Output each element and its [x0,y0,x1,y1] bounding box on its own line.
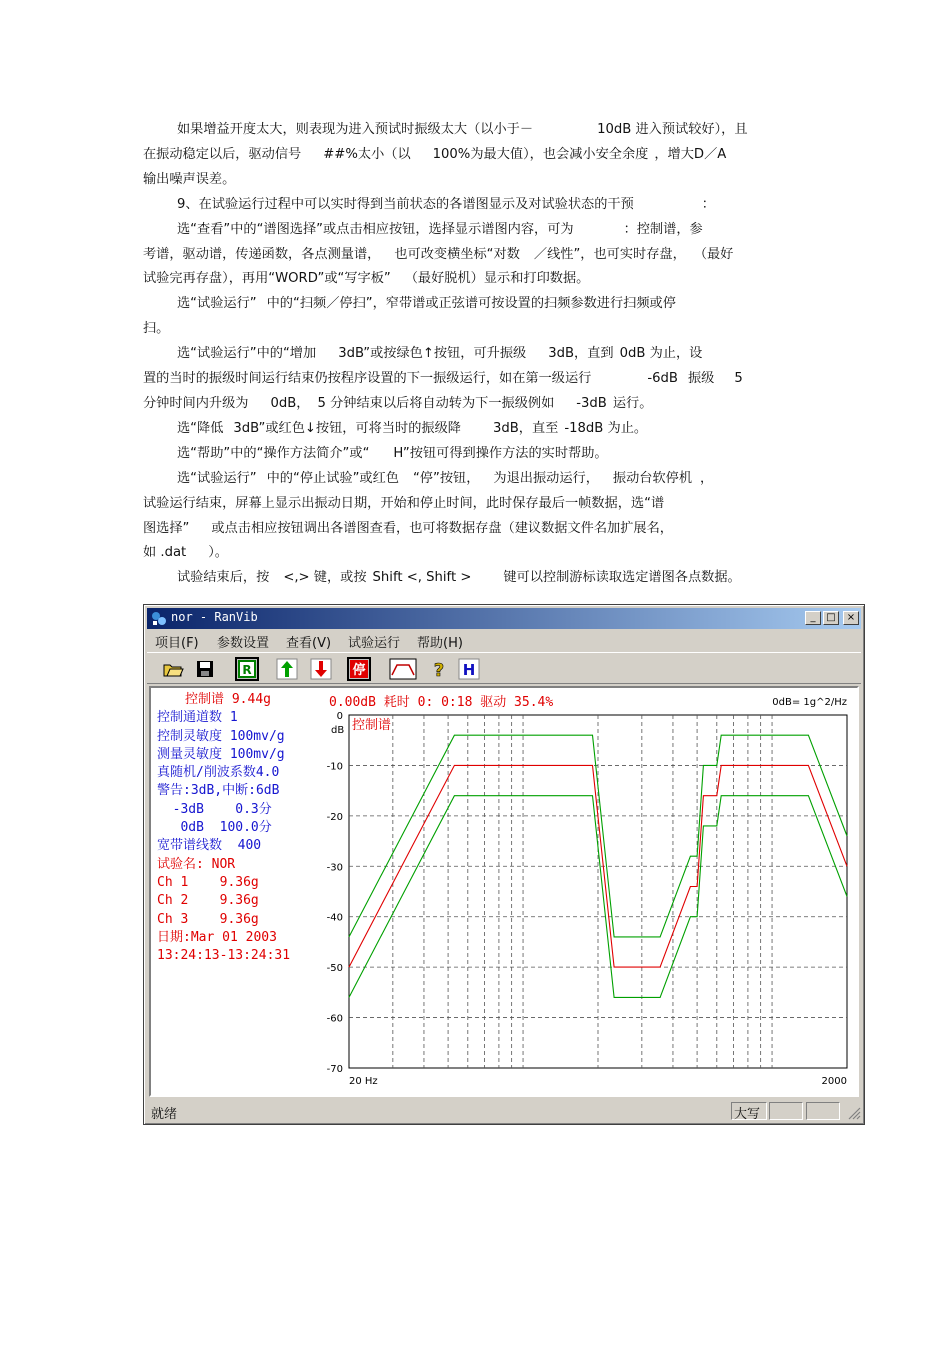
setting-line-5: 警告:3dB,中断:6dB [157,783,280,799]
document-text [143,118,808,591]
text-segment: 选“试验运行” [177,296,257,312]
text-segment: 振动台软停机 [612,470,693,486]
paragraph-line-13 [143,417,808,442]
text-segment: （最好 [693,246,734,262]
setting-line-2: 控制灵敏度 100mv/g [157,728,285,744]
status-panel-2 [769,1102,803,1120]
text-segment: 5 [734,371,743,387]
paragraph-line-2 [143,143,808,168]
text-segment: 为退出振动运行， [493,470,599,486]
run-label: R [242,663,252,677]
stop-button[interactable] [347,657,371,681]
toolbar [147,652,861,684]
minimize-button[interactable] [805,611,821,625]
menu-item-project[interactable]: 项目(F) [155,636,199,651]
text-segment: 在振动稳定以后，驱动信号 [143,146,302,162]
spectrum-select-icon [389,657,417,681]
save-button[interactable] [193,657,217,681]
text-segment: 3dB，直到 [548,346,614,362]
paragraph-line-5 [143,218,808,243]
text-segment: “停”按钮， [412,470,480,486]
text-segment: 置的当时的振级时间运行结束仍按程序设置的下一振级运行，如在第一级运行 [143,371,592,387]
paragraph-line-18 [143,541,808,566]
text-segment: 选“降低 [177,420,224,436]
text-segment: 选“查看”中的“谱图选择”或点击相应按钮，选择显示谱图内容，可为 [177,221,574,237]
text-segment: 3dB，直至 [493,420,559,436]
title-bar[interactable] [147,608,861,629]
help-q-label: ? [433,660,445,681]
test-info-line-1: 试验名: NOR [157,856,236,872]
text-segment: ， [700,470,714,486]
window-title: nor - RanVib [171,610,258,624]
app-icon [150,610,168,627]
text-segment: H”按钮可得到操作方法的实时帮助。 [393,445,608,461]
text-segment: ，增大D／A [654,146,727,162]
text-segment: <,> 键，或按 [283,570,367,586]
help-question-icon [427,657,451,681]
paragraph-line-12 [143,392,808,417]
y-axis-label: dB [331,725,345,736]
text-segment: Shift <, Shift > [372,570,472,586]
maximize-button[interactable] [823,611,839,625]
caps-indicator [731,1102,767,1120]
resize-grip-icon[interactable] [847,1106,861,1120]
text-segment: 输出噪声误差。 [143,171,236,187]
close-button[interactable] [843,611,859,625]
text-segment: -3dB [576,395,607,411]
text-segment: ： [701,196,715,212]
text-segment: 试验结束后，按 [177,570,270,586]
setting-line-8: 宽带谱线数 400 [157,838,262,854]
minimize-icon: _ [810,612,816,623]
status-panel-3 [806,1102,840,1120]
text-segment: ／线性”，也可实时存盘， [533,246,686,262]
paragraph-line-10 [143,342,808,367]
text-segment: 也可改变横坐标“对数 [394,246,520,262]
decrease-3db-button[interactable] [309,657,333,681]
text-segment: 100%为最大值），也会减小安全余度 [432,146,649,162]
text-segment: 试验运行结束，屏幕上显示出振动日期，开始和停止时间，此时保存最后一帧数据，选“谱 [143,495,665,511]
x-tick-label: 20 Hz [349,1076,378,1087]
x-tick-label: 2000 [821,1076,847,1087]
status-text: 就绪 [151,1107,178,1122]
paragraph-line-3 [143,168,808,193]
increase-3db-button[interactable] [275,657,299,681]
test-info-line-3: Ch 2 9.36g [157,893,259,909]
paragraph-line-15 [143,467,808,492]
text-segment: 9、在试验运行过程中可以实时得到当前状态的各谱图显示及对试验状态的干预 [177,196,634,212]
setting-line-3: 测量灵敏度 100mv/g [157,746,285,762]
paragraph-line-11 [143,367,808,392]
text-segment: 0dB 为止，设 [619,346,703,362]
paragraph-line-14 [143,442,808,467]
test-info-line-4: Ch 3 9.36g [157,911,259,927]
menu-item-view[interactable]: 查看(V) [286,636,332,651]
help-h-button[interactable] [457,657,481,681]
text-segment: 3dB”或按绿色↑按钮，可升振级 [338,346,527,362]
help-h-label: H [462,661,476,679]
save-icon [193,657,217,681]
text-segment: 中的“停止试验”或红色 [266,470,399,486]
text-segment: ）。 [208,545,228,561]
setting-line-7: 0dB 100.0分 [157,820,272,836]
setting-line-4: 真随机/削波系数4.0 [157,765,280,781]
stop-icon [349,659,369,679]
y-tick-label: -50 [326,963,343,975]
info-control-title: 控制谱 [185,692,225,707]
menu-item-help[interactable]: 帮助(H) [417,636,463,651]
menu-item-run[interactable]: 试验运行 [348,636,401,651]
stop-label: 停 [352,663,366,678]
paragraph-line-1 [143,118,808,143]
text-segment: -18dB 为止。 [564,420,648,436]
text-segment: 试验完再存盘），再用“ [143,271,276,287]
help-question-button[interactable] [427,657,451,681]
setting-line-6: -3dB 0.3分 [157,801,272,817]
spectrum-select-button[interactable] [389,657,417,681]
paragraph-line-17 [143,517,808,542]
text-segment: 扫。 [143,321,170,337]
test-info-line-6: 13:24:13-13:24:31 [157,948,291,964]
text-segment: 选“试验运行” [177,470,257,486]
y-tick-label: -30 [326,862,343,874]
maximize-icon: □ [826,612,836,623]
text-segment: 或点击相应按钮调出各谱图查看，也可将数据存盘（建议数据文件名加扩展名， [211,520,673,536]
paragraph-line-7 [143,267,808,292]
run-status-header: 0.00dB 耗时 0: 0:18 驱动 35.4% [329,695,554,710]
text-segment: 图选择” [143,520,190,536]
text-segment: 3dB”或红色↓按钮，可将当时的振级降 [233,420,461,436]
down-arrow-icon [309,657,333,681]
y-tick-label: -60 [326,1013,343,1025]
text-segment: 选“试验运行”中的“增加 [177,346,317,362]
chart-title: 控制谱 [352,718,392,733]
y-tick-label: -70 [326,1064,343,1075]
paragraph-line-19 [143,566,808,591]
open-folder-icon [161,657,185,681]
spectrum-chart [151,688,857,1095]
text-segment: 如果增益开度太大，则表现为进入预试时振级太大（以小于－ [177,122,534,137]
y-tick-label: -10 [326,761,343,773]
run-button[interactable] [235,657,259,681]
text-segment: 5 分钟结束以后将自动转为下一振级例如 [317,395,555,411]
info-control-value: 9.44g [231,692,271,707]
text-segment: 中的“扫频／停扫”，窄带谱或正弦谱可按设置的扫频参数进行扫频或停 [266,296,676,312]
test-info-line-2: Ch 1 9.36g [157,874,259,890]
text-segment: （最好脱机）显示和打印数据。 [404,271,590,287]
text-segment: 0dB， [270,395,310,411]
text-segment: 如 .dat [143,545,187,561]
caps-label: 大写 [734,1107,761,1122]
status-bar [147,1100,861,1122]
paragraph-line-9 [143,317,808,342]
text-segment: 分钟时间内升级为 [143,395,249,411]
text-segment: 振级 [687,371,715,387]
y-tick-label: -40 [326,912,343,924]
text-segment: 运行。 [612,395,653,411]
text-segment: 考谱，驱动谱，传递函数，各点测量谱， [143,246,381,262]
menu-item-params[interactable]: 参数设置 [217,636,270,651]
close-icon: × [846,612,856,623]
text-segment: ##%太小（以 [323,146,411,162]
ranvib-window [143,604,865,1125]
help-h-icon [457,657,481,681]
text-segment: 10dB 进入预试较好），且 [597,122,748,137]
test-info-line-5: 日期:Mar 01 2003 [157,929,277,945]
paragraph-line-8 [143,292,808,317]
paragraph-line-4 [143,193,808,218]
setting-line-1: 控制通道数 1 [157,710,238,726]
open-button[interactable] [161,657,185,681]
text-segment: WORD”或“写字板” [275,271,391,287]
text-segment: 键可以控制游标读取选定谱图各点数据。 [503,570,741,586]
unit-label: 0dB= 1g^2/Hz [772,697,847,708]
paragraph-line-16 [143,492,808,517]
text-segment: 选“帮助”中的“操作方法简介”或“ [177,445,370,461]
text-segment: ：控制谱，参 [623,221,703,237]
run-r-icon [237,659,257,679]
menu-bar [147,630,861,651]
y-tick-label: -20 [326,811,343,823]
up-arrow-icon [275,657,299,681]
paragraph-line-6 [143,243,808,268]
text-segment: -6dB [647,371,678,387]
spectrum-display [149,686,859,1097]
y-tick-label: 0 [336,711,343,722]
